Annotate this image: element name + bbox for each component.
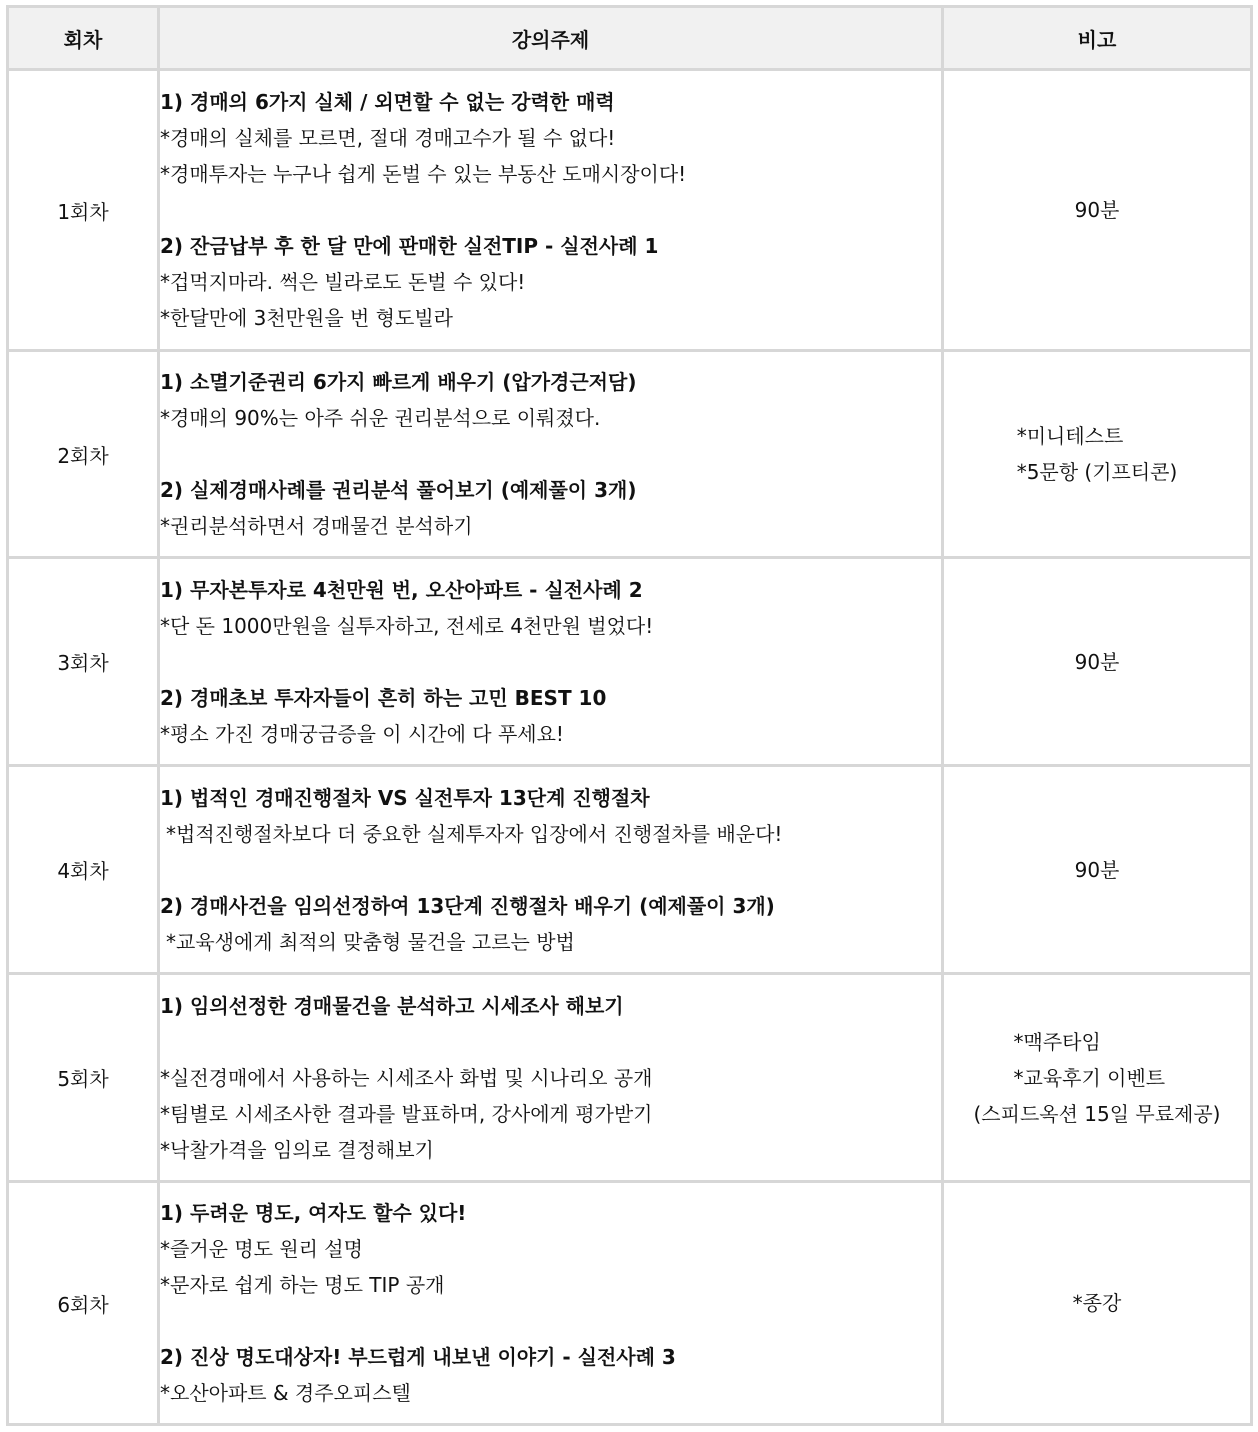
- note-cell: [943, 70, 1252, 351]
- topic-cell: [159, 974, 943, 1182]
- session-cell: 6회차: [8, 1182, 159, 1425]
- topic-cell: [159, 558, 943, 766]
- topic-line: *단 돈 1000만원을 실투자하고, 전세로 4천만원 벌었다!: [160, 613, 654, 638]
- table-row: [8, 974, 1252, 1182]
- topic-title: 1) 임의선정한 경매물건을 분석하고 시세조사 해보기: [160, 993, 624, 1018]
- note-cell: [943, 1182, 1252, 1425]
- topic-title: 1) 무자본투자로 4천만원 번, 오산아파트 - 실전사례 2: [160, 577, 643, 602]
- header-row: [8, 7, 1252, 70]
- topic-line: *오산아파트 & 경주오피스텔: [160, 1381, 411, 1405]
- topic-line: *낙찰가격을 임의로 결정해보기: [160, 1137, 434, 1162]
- topic-line: *실전경매에서 사용하는 시세조사 화법 및 시나리오 공개: [160, 1065, 653, 1090]
- topic-line: *경매의 실체를 모르면, 절대 경매고수가 될 수 없다!: [160, 126, 616, 150]
- session-cell: 4회차: [8, 766, 159, 974]
- session-cell: 1회차: [8, 70, 159, 351]
- topic-title: 2) 잔금납부 후 한 달 만에 판매한 실전TIP - 실전사례 1: [160, 234, 659, 258]
- table-row: [8, 70, 1252, 351]
- topic-cell: [159, 766, 943, 974]
- topic-title: 1) 법적인 경매진행절차 VS 실전투자 13단계 진행절차: [160, 785, 650, 810]
- note-line: *종강: [1072, 1291, 1122, 1315]
- note-line: *미니테스트: [1016, 424, 1124, 448]
- session-cell: 3회차: [8, 558, 159, 766]
- topic-line: *권리분석하면서 경매물건 분석하기: [160, 514, 473, 538]
- table-row: [8, 558, 1252, 766]
- note-line: *교육후기 이벤트: [1013, 1065, 1166, 1090]
- topic-line: *경매투자는 누구나 쉽게 돈벌 수 있는 부동산 도매시장이다!: [160, 162, 687, 186]
- note-line: 90분: [1074, 857, 1120, 882]
- topic-title: 1) 경매의 6가지 실체 / 외면할 수 없는 강력한 매력: [160, 90, 615, 114]
- topic-line: *팀별로 시세조사한 결과를 발표하며, 강사에게 평가받기: [160, 1101, 653, 1126]
- header-note: 비고: [943, 7, 1252, 70]
- topic-title: 2) 경매사건을 임의선정하여 13단계 진행절차 배우기 (예제풀이 3개): [160, 893, 775, 918]
- topic-line: *평소 가진 경매궁금증을 이 시간에 다 푸세요!: [160, 721, 564, 746]
- topic-line: *즐거운 명도 원리 설명: [160, 1237, 363, 1261]
- session-cell: 5회차: [8, 974, 159, 1182]
- note-cell: [943, 974, 1252, 1182]
- table-row: [8, 766, 1252, 974]
- topic-title: 2) 경매초보 투자자들이 흔히 하는 고민 BEST 10: [160, 685, 607, 710]
- note-line: (스피드옥션 15일 무료제공): [973, 1101, 1221, 1126]
- header-topic: 강의주제: [159, 7, 943, 70]
- note-cell: [943, 558, 1252, 766]
- topic-line: *한달만에 3천만원을 번 형도빌라: [160, 306, 453, 330]
- lecture-schedule-table: [6, 5, 1253, 1426]
- topic-line: *겁먹지마라. 썩은 빌라로도 돈벌 수 있다!: [160, 270, 526, 294]
- note-cell: [943, 766, 1252, 974]
- table-row: [8, 1182, 1252, 1425]
- note-line: *5문항 (기프티콘): [1016, 460, 1178, 484]
- session-cell: 2회차: [8, 351, 159, 558]
- topic-line: *법적진행절차보다 더 중요한 실제투자자 입장에서 진행절차를 배운다!: [166, 821, 783, 846]
- topic-line: *경매의 90%는 아주 쉬운 권리분석으로 이뤄졌다.: [160, 406, 601, 430]
- note-line: 90분: [1074, 649, 1120, 674]
- topic-title: 2) 진상 명도대상자! 부드럽게 내보낸 이야기 - 실전사례 3: [160, 1345, 676, 1369]
- note-line: *맥주타임: [1013, 1029, 1101, 1054]
- header-session: 회차: [8, 7, 159, 70]
- topic-title: 2) 실제경매사례를 권리분석 풀어보기 (예제풀이 3개): [160, 478, 637, 502]
- note-line: 90분: [1074, 198, 1120, 222]
- topic-line: *문자로 쉽게 하는 명도 TIP 공개: [160, 1273, 445, 1297]
- table-row: [8, 351, 1252, 558]
- topic-title: 1) 소멸기준권리 6가지 빠르게 배우기 (압가경근저담): [160, 370, 637, 394]
- note-cell: [943, 351, 1252, 558]
- topic-cell: [159, 70, 943, 351]
- topic-title: 1) 두려운 명도, 여자도 할수 있다!: [160, 1201, 467, 1225]
- topic-cell: [159, 1182, 943, 1425]
- topic-cell: [159, 351, 943, 558]
- topic-line: *교육생에게 최적의 맞춤형 물건을 고르는 방법: [166, 929, 575, 954]
